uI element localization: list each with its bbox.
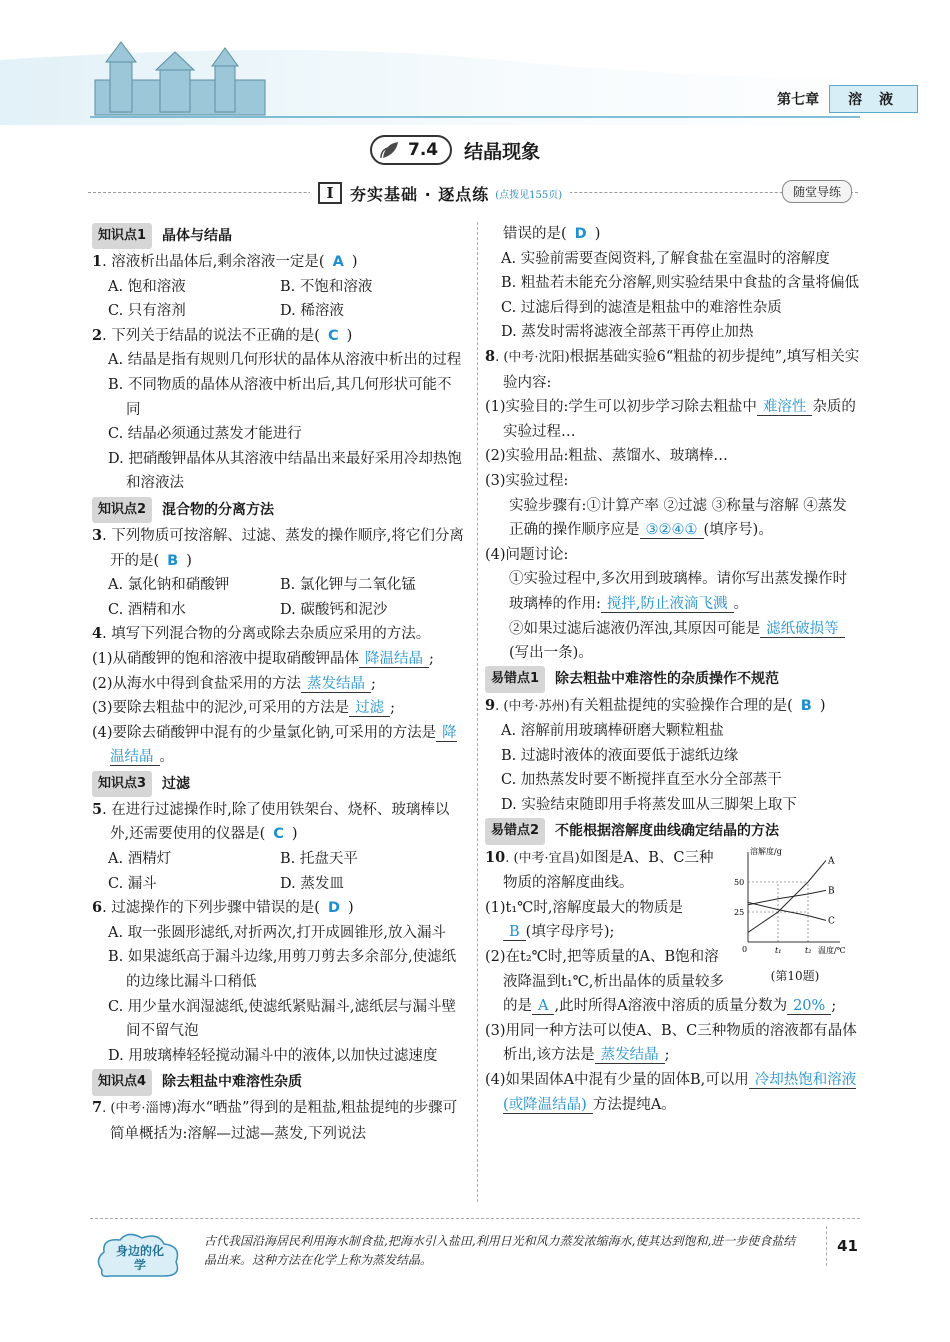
q-answer: B xyxy=(800,697,812,714)
sub-text: (2)从海水中得到食盐采用的方法 xyxy=(92,675,302,692)
q-stem: 如图是A、B、C三种物质的溶解度曲线。 xyxy=(503,849,714,892)
q-stem: . 溶液析出晶体后,剩余溶液一定是( xyxy=(102,254,325,270)
option: A. 结晶是指有规则几何形状的晶体从溶液中析出的过程 xyxy=(108,352,462,369)
section-number: 7.4 xyxy=(408,140,439,160)
q-stem-end: ) xyxy=(348,900,354,917)
ep-tag: 易错点1 xyxy=(485,666,545,693)
sub-end: (写出一条)。 xyxy=(509,645,593,662)
q-number: 1 xyxy=(92,253,103,270)
option: D. 用玻璃棒轻轻搅动漏斗中的液体,以加快过滤速度 xyxy=(108,1047,438,1064)
fill-answer: 蒸发结晶 xyxy=(301,676,371,693)
sub-end: 杂质的实验过程… xyxy=(503,399,856,440)
ep-title: 不能根据溶解度曲线确定结晶的方法 xyxy=(555,823,780,840)
y-axis-label: 溶解度/g xyxy=(750,846,782,856)
option: C. 用少量水润湿滤纸,使滤纸紧贴漏斗,滤纸层与漏斗壁间不留气泡 xyxy=(108,998,457,1040)
chapter-tag xyxy=(769,86,918,112)
x-tick-label: t₁ xyxy=(775,945,782,955)
knowledge-point-2 xyxy=(92,498,464,522)
q-number: 3 xyxy=(92,526,103,544)
q-stem: . 下列物质可按溶解、过滤、蒸发的操作顺序,将它们分离开的是( xyxy=(102,527,464,569)
fill-answer: B xyxy=(503,924,526,941)
leaf-icon xyxy=(380,140,402,160)
sub-text: (4)如果固体A中混有少量的固体B,可以用 xyxy=(485,1072,749,1088)
option: C. 结晶必须通过蒸发才能进行 xyxy=(108,426,302,443)
q-stem: . 下列关于结晶的说法不正确的是( xyxy=(102,327,320,344)
q-answer: B xyxy=(167,552,179,569)
sub-text: 实验步骤有:①计算产率 ②过滤 ③称量与溶解 ④蒸发 xyxy=(509,497,847,514)
q-stem: 根据基础实验6“粗盐的初步提纯”,填写相关实验内容: xyxy=(503,348,860,391)
kp-tag: 知识点2 xyxy=(92,497,152,524)
y-tick-label: 25 xyxy=(734,907,745,917)
question-5 xyxy=(92,798,464,896)
question-8 xyxy=(485,345,860,666)
option: D. 碳酸钙和泥沙 xyxy=(280,601,388,618)
sub-question xyxy=(92,672,464,697)
sub-question xyxy=(485,1068,860,1117)
header-band xyxy=(0,0,950,125)
q-stem-end: ) xyxy=(819,697,826,714)
q-source: . (中考·苏州) xyxy=(495,698,570,714)
sub-question xyxy=(92,721,464,770)
option: C. 酒精和水 xyxy=(108,601,186,618)
question-3 xyxy=(92,524,464,622)
practice-banner xyxy=(88,178,858,208)
option: B. 不饱和溶液 xyxy=(280,278,373,295)
sub-question xyxy=(92,696,464,721)
sub-question xyxy=(485,1019,860,1068)
fill-answer: 蒸发结晶 xyxy=(595,1047,665,1064)
sub-line xyxy=(485,617,860,666)
sub-end: ; xyxy=(831,998,837,1015)
question-10 xyxy=(485,846,860,1118)
option: A. 饱和溶液 xyxy=(108,278,186,295)
option: D. 把硝酸钾晶体从其溶液中结晶出来最好采用冷却热饱和溶液法 xyxy=(108,450,462,492)
sub-question xyxy=(485,395,860,444)
x-tick-label: t₂ xyxy=(805,945,812,955)
error-point-1 xyxy=(485,668,860,692)
page-number: 41 xyxy=(826,1226,868,1266)
option-row xyxy=(92,299,464,324)
column-divider xyxy=(477,222,478,1202)
footer-note: 古代我国沿海居民利用海水制食盐,把海水引入盐田,利用日光和风力蒸发浓缩海水,使其达到饱和,进一步使食盐结晶出来。这种方法在化学上称为蒸发结晶。 xyxy=(204,1234,796,1267)
q-stem: . 填写下列混合物的分离或除去杂质应采用的方法。 xyxy=(102,626,431,643)
question-4 xyxy=(92,622,464,770)
q-answer: C xyxy=(273,826,284,843)
q-stem-end: ) xyxy=(351,254,358,270)
option-row xyxy=(92,598,464,623)
q-source: . (中考·淄博) xyxy=(102,1101,177,1117)
option: B. 氯化钾与二氧化锰 xyxy=(280,577,416,594)
knowledge-point-3 xyxy=(92,772,464,796)
section-name: 结晶现象 xyxy=(464,140,541,163)
question-1 xyxy=(92,250,464,324)
fill-answer: ③②④① xyxy=(640,522,704,539)
footer-divider xyxy=(90,1218,860,1219)
q-number: 10 xyxy=(485,848,506,866)
sub-text: (1)实验目的:学生可以初步学习除去粗盐中 xyxy=(485,399,757,416)
option: B. 粗盐若未能充分溶解,则实验结果中食盐的含量将偏低 xyxy=(501,275,859,292)
kp-title: 过滤 xyxy=(162,775,191,792)
y-tick-label: 50 xyxy=(734,877,745,887)
option: D. 蒸发时需将滤液全部蒸干再停止加热 xyxy=(501,324,754,341)
kp-title: 晶体与结晶 xyxy=(162,227,233,244)
q-stem: 错误的是( xyxy=(503,226,567,242)
left-column xyxy=(92,222,464,1147)
q-number: 9 xyxy=(485,696,496,714)
q-number: 8 xyxy=(485,347,496,365)
series-label-a: A xyxy=(828,856,835,867)
q-number: 7 xyxy=(92,1099,103,1117)
option: B. 过滤时液体的液面要低于滤纸边缘 xyxy=(501,747,739,764)
banner-bar xyxy=(310,180,570,206)
question-7-start xyxy=(92,1096,464,1146)
q-source: . (中考·沈阳) xyxy=(495,349,570,365)
footer xyxy=(0,1210,950,1290)
sub-question: (3)实验过程: xyxy=(485,472,569,489)
option: B. 托盘天平 xyxy=(280,851,358,868)
option: A. 酒精灯 xyxy=(108,851,172,868)
badge-text: 身边的化学 xyxy=(115,1244,164,1272)
option: D. 稀溶液 xyxy=(280,303,344,320)
q-stem: . 在进行过滤操作时,除了使用铁架台、烧杯、玻璃棒以外,还需要使用的仪器是( xyxy=(102,801,450,843)
banner-text: 夯实基础 · 逐点练 xyxy=(350,184,490,204)
banner-hint: (点拨见155页) xyxy=(495,189,563,201)
series-label-b: B xyxy=(828,886,835,897)
q-stem-end: ) xyxy=(594,226,601,242)
sub-end: 。 xyxy=(159,749,174,766)
sub-line xyxy=(485,518,860,543)
q-stem-end: ) xyxy=(186,552,192,569)
sub-text: ①实验过程中,多次用到玻璃棒。请你写出蒸发操作时玻璃棒的作用: xyxy=(509,571,848,612)
q-answer: C xyxy=(327,327,339,344)
sub-text: (3)用同一种方法可以使A、B、C三种物质的溶液都有晶体析出,该方法是 xyxy=(485,1022,857,1064)
series-line-a xyxy=(748,860,826,932)
sub-end: 方法提纯A。 xyxy=(592,1096,676,1113)
sub-question: (4)问题讨论: xyxy=(485,546,569,563)
series-line-c xyxy=(748,902,826,920)
series-label-c: C xyxy=(828,916,835,927)
option-row xyxy=(92,872,464,897)
option: C. 过滤后得到的滤渣是粗盐中的难溶性杂质 xyxy=(501,299,782,316)
question-6 xyxy=(92,896,464,1068)
sub-end: 。 xyxy=(733,595,748,612)
kp-tag: 知识点4 xyxy=(92,1069,152,1096)
error-point-2 xyxy=(485,820,860,844)
sub-end: ; xyxy=(429,650,434,667)
sub-end: (填字母序号); xyxy=(525,924,615,941)
q-number: 2 xyxy=(92,326,103,344)
option: C. 加热蒸发时要不断搅拌直至水分全部蒸干 xyxy=(501,772,782,789)
option: D. 蒸发皿 xyxy=(280,875,344,892)
fill-answer: 降温结晶 xyxy=(359,651,429,668)
option: B. 如果滤纸高于漏斗边缘,用剪刀剪去多余部分,使滤纸的边缘比漏斗口稍低 xyxy=(108,949,457,991)
question-9 xyxy=(485,694,860,818)
figure-caption: (第10题) xyxy=(770,969,820,984)
option: B. 不同物质的晶体从溶液中析出后,其几何形状可能不同 xyxy=(108,376,452,418)
sub-end: (填序号)。 xyxy=(703,522,773,539)
fill-answer: A xyxy=(532,998,554,1015)
sub-text: ②如果过滤后滤液仍浑浊,其原因可能是 xyxy=(509,620,761,637)
sub-text: ,此时所得A溶液中溶质的质量分数为 xyxy=(554,998,788,1015)
q-answer: D xyxy=(327,900,341,917)
sub-text: (3)要除去粗盐中的泥沙,可采用的方法是 xyxy=(92,700,350,717)
q-stem: 海水“晒盐”得到的是粗盐,粗盐提纯的步骤可简单概括为:溶解—过滤—蒸发,下列说法 xyxy=(110,1100,458,1142)
sub-text: (1)t₁℃时,溶解度最大的物质是 xyxy=(485,899,684,916)
q-stem: . 过滤操作的下列步骤中错误的是( xyxy=(102,900,320,917)
question-7-cont xyxy=(485,222,860,345)
ep-tag: 易错点2 xyxy=(485,818,545,845)
option-row xyxy=(92,847,464,872)
fill-answer: 滤纸破损等 xyxy=(760,621,845,638)
chemistry-badge xyxy=(92,1230,184,1282)
q-source: . (中考·宜昌) xyxy=(505,850,580,866)
q-number: 5 xyxy=(92,800,103,818)
option: A. 取一张圆形滤纸,对折两次,打开成圆锥形,放入漏斗 xyxy=(108,924,447,941)
sub-text: (1)从硝酸钾的饱和溶液中提取硝酸钾晶体 xyxy=(92,650,360,667)
option: D. 实验结束随即用手将蒸发皿从三脚架上取下 xyxy=(501,797,797,814)
sub-question xyxy=(92,647,464,672)
chapter-title: 溶 液 xyxy=(829,85,918,113)
option: A. 氯化钠和硝酸钾 xyxy=(108,577,230,594)
option-row xyxy=(92,573,464,598)
solubility-chart-svg xyxy=(730,846,860,961)
sub-text: (2)在t₂℃时,把等质量的A、B饱和溶液降温到t₁℃,析出晶体的质量较多的是 xyxy=(485,949,724,1015)
q-stem-end: ) xyxy=(291,826,298,843)
chapter-number: 第七章 xyxy=(777,92,820,108)
section-badge xyxy=(370,135,452,165)
q-stem: 有关粗盐提纯的实验操作合理的是( xyxy=(569,697,793,714)
sub-end: ; xyxy=(371,675,376,692)
fill-answer: 过滤 xyxy=(349,700,390,717)
sub-text: 正确的操作顺序应是 xyxy=(509,522,640,539)
question-2 xyxy=(92,324,464,496)
option: A. 溶解前用玻璃棒研磨大颗粒粗盐 xyxy=(501,723,724,740)
sub-question: (2)实验用品:粗盐、蒸馏水、玻璃棒… xyxy=(485,448,728,465)
guide-badge: 随堂导练 xyxy=(782,180,852,203)
option: A. 实验前需要查阅资料,了解食盐在室温时的溶解度 xyxy=(501,250,830,267)
fill-answer: 冷却热饱和溶液(或降温结晶) xyxy=(503,1072,857,1113)
option: C. 只有溶剂 xyxy=(108,303,186,320)
q-answer: A xyxy=(332,254,344,270)
right-column xyxy=(485,222,860,1117)
origin-label: 0 xyxy=(742,944,748,954)
fill-answer: 降温结晶 xyxy=(110,724,457,766)
q-answer: D xyxy=(574,226,587,242)
fill-answer: 难溶性 xyxy=(757,399,813,416)
knowledge-point-4 xyxy=(92,1070,464,1094)
banner-roman: Ⅰ xyxy=(318,182,342,204)
kp-tag: 知识点1 xyxy=(92,223,152,250)
sub-end: ; xyxy=(664,1047,670,1064)
kp-tag: 知识点3 xyxy=(92,771,152,798)
sub-text: (4)要除去硝酸钾中混有的少量氯化钠,可采用的方法是 xyxy=(92,724,437,741)
solubility-chart xyxy=(730,846,860,984)
sub-line xyxy=(485,567,860,616)
ep-title: 除去粗盐中难溶性的杂质操作不规范 xyxy=(555,671,780,688)
kp-title: 除去粗盐中难溶性杂质 xyxy=(162,1074,303,1091)
sub-end: ; xyxy=(390,700,396,717)
x-axis-label: 温度/℃ xyxy=(818,945,846,955)
section-title xyxy=(370,132,540,168)
q-number: 4 xyxy=(92,625,103,643)
q-number: 6 xyxy=(92,899,103,917)
option-row xyxy=(92,275,464,300)
option: C. 漏斗 xyxy=(108,875,157,892)
knowledge-point-1 xyxy=(92,224,464,248)
fill-answer: 搅拌,防止液滴飞溅 xyxy=(601,596,734,613)
q-stem-end: ) xyxy=(346,327,353,344)
fill-answer: 20% xyxy=(787,998,831,1015)
kp-title: 混合物的分离方法 xyxy=(162,501,275,518)
